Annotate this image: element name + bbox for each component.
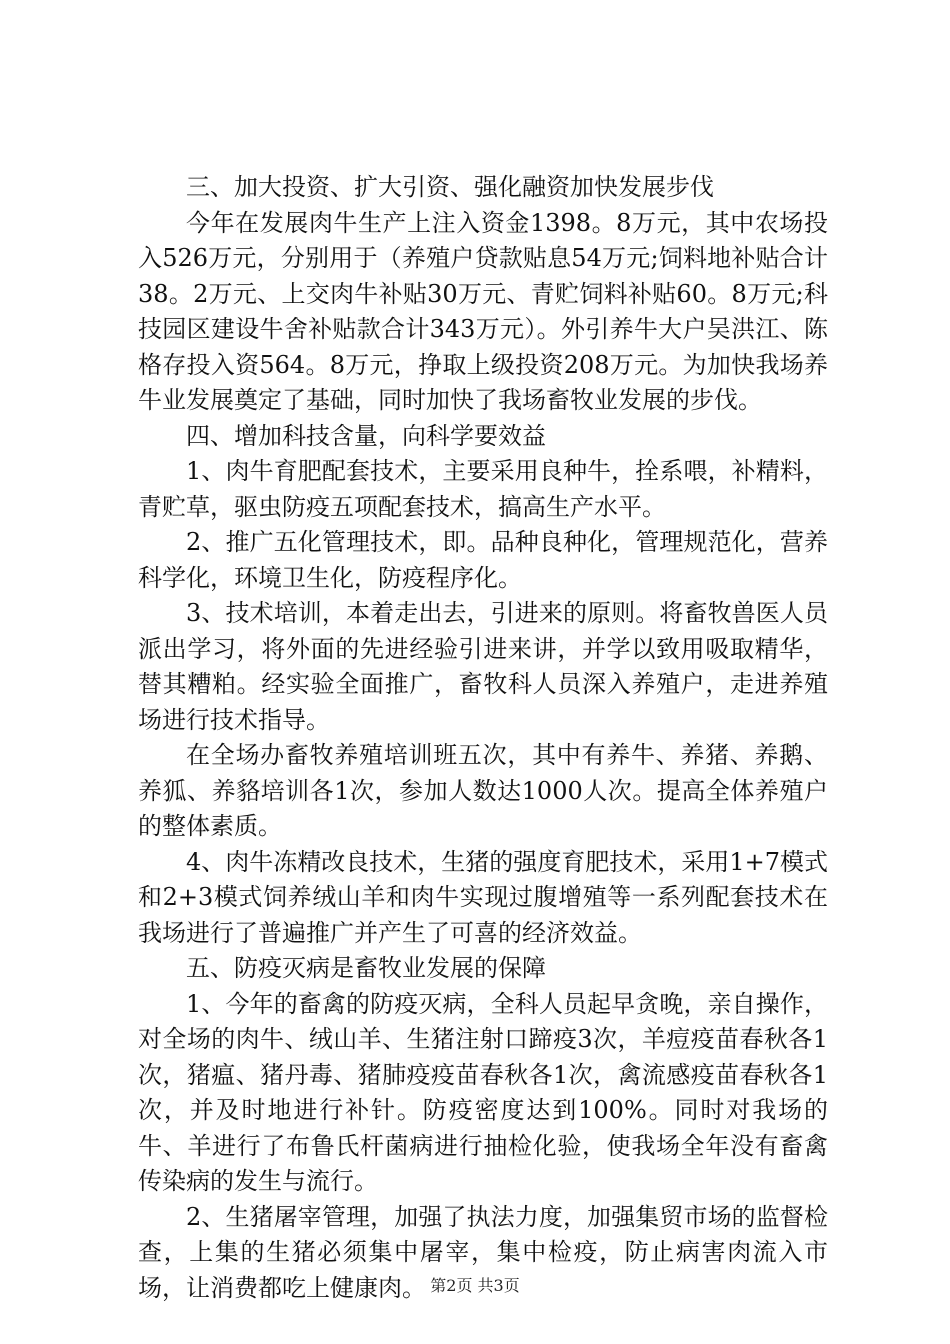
paragraph-training-classes: 在全场办畜牧养殖培训班五次，其中有养牛、养猪、养鹅、养狐、养貉培训各1次，参加人数达1000人次。提高全体养殖户的整体素质。 (138, 741, 828, 840)
document-body (138, 170, 828, 1306)
section-heading-4: 四、增加科技含量，向科学要效益 (186, 421, 546, 450)
paragraph-five-management: 2、推广五化管理技术，即。品种良种化，管理规范化，营养科学化，环境卫生化，防疫程序化。 (138, 528, 828, 592)
paragraph-fattening-tech: 1、肉牛育肥配套技术，主要采用良种牛，拴系喂，补精料，青贮草，驱虫防疫五项配套技术，搞高生产水平。 (138, 457, 828, 521)
section-heading-3: 三、加大投资、扩大引资、强化融资加快发展步伐 (186, 173, 714, 201)
paragraph-epidemic-prevention: 1、今年的畜禽的防疫灭病，全科人员起早贪晚，亲自操作，对全场的肉牛、绒山羊、生猪注射口蹄疫3次，羊痘疫苗春秋各1次，猪瘟、猪丹毒、猪肺疫疫苗春秋各1次，禽流感疫苗春秋各1次，并及时地进行补针。防疫密度达到100%。同时对我场的牛、羊进行了布鲁氏杆菌病进行抽检化验，使我场全年没有畜禽传染病的发生与流行。 (138, 989, 828, 1195)
paragraph-training: 3、技术培训，本着走出去，引进来的原则。将畜牧兽医人员派出学习，将外面的先进经验引进来讲，并学以致用吸取精华，替其糟粕。经实验全面推广，畜牧科人员深入养殖户，走进养殖场进行技术指导。 (138, 599, 828, 734)
paragraph-slaughter-management: 2、生猪屠宰管理，加强了执法力度，加强集贸市场的监督检查，上集的生猪必须集中屠宰，集中检疫，防止病害肉流入市场，让消费都吃上健康肉。 (138, 1202, 828, 1302)
paragraph-investment: 今年在发展肉牛生产上注入资金1398。8万元，其中农场投入526万元，分别用于（养殖户贷款贴息54万元;饲料地补贴合计38。2万元、上交肉牛补贴30万元、青贮饲料补贴60。8万元;科技园区建设牛舍补贴款合计343万元）。外引养牛大户吴洪江、陈格存投入资564。8万元，挣取上级投资208万元。为加快我场养牛业发展奠定了基础，同时加快了我场畜牧业发展的步伐。 (138, 208, 828, 414)
page-footer: 第2页 共3页 (430, 1276, 520, 1295)
paragraph-breeding-tech: 4、肉牛冻精改良技术，生猪的强度育肥技术，采用1+7模式和2+3模式饲养绒山羊和肉牛实现过腹增殖等一系列配套技术在我场进行了普遍推广并产生了可喜的经济效益。 (138, 847, 828, 947)
section-heading-5: 五、防疫灭病是畜牧业发展的保障 (186, 954, 546, 982)
